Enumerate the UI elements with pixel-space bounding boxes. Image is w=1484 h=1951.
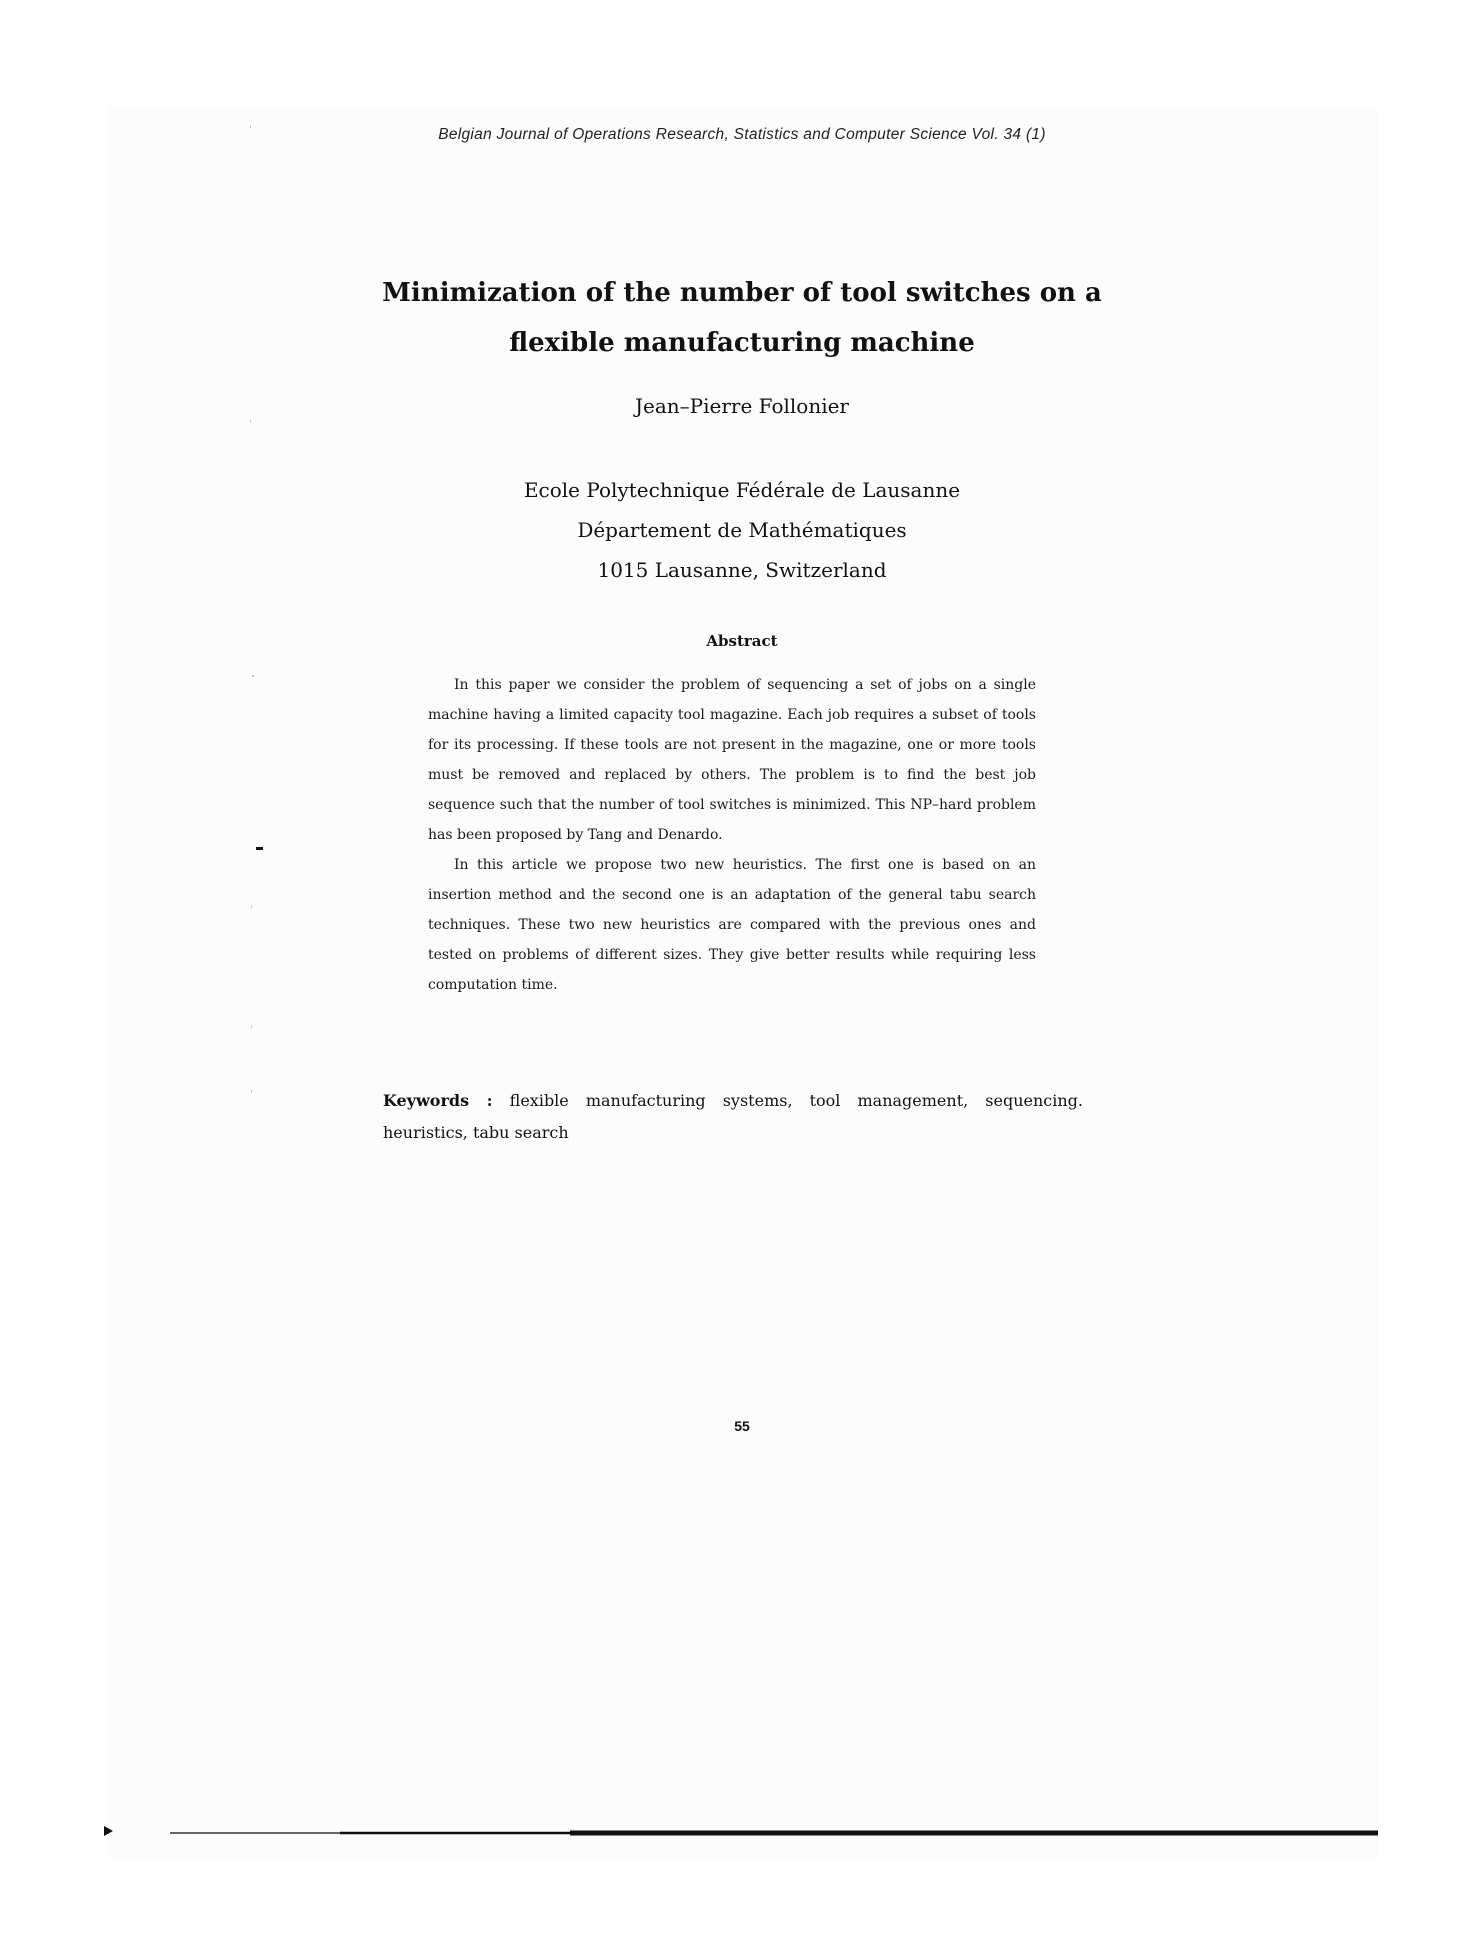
scan-speck [250, 125, 251, 128]
scan-speck [251, 1090, 252, 1093]
scan-dash-mark [256, 847, 263, 850]
affiliation-address: 1015 Lausanne, Switzerland [597, 558, 887, 582]
page-number: 55 [734, 1418, 750, 1434]
abstract-heading: Abstract [706, 632, 778, 650]
author-name: Jean–Pierre Follonier [635, 394, 849, 418]
title-line-1: Minimization of the number of tool switches on a [382, 278, 1102, 308]
bottom-rule [170, 1830, 1378, 1836]
scan-arrow-icon [104, 1826, 113, 1836]
keywords [383, 1085, 1083, 1149]
abstract-body [428, 670, 1036, 1000]
paper-title [0, 268, 1484, 368]
scan-speck [252, 675, 254, 677]
keywords-label: Keywords : [383, 1091, 493, 1110]
scan-speck [250, 420, 251, 423]
affiliation-department: Département de Mathématiques [577, 518, 907, 542]
keywords-text: flexible manufacturing systems, tool management, sequencing. heuristics, tabu search [383, 1091, 1084, 1142]
affiliation [0, 470, 1484, 590]
affiliation-institution: Ecole Polytechnique Fédérale de Lausanne [523, 478, 961, 502]
title-line-2: flexible manufacturing machine [509, 328, 975, 358]
abstract-paragraph-1: In this paper we consider the problem of sequencing a set of jobs on a single machine having a limited capacity tool magazine. Each job requires a subset of tools for its processing. If these tools are not present in the magazine, one or more tools must be removed and replaced by others. The problem is to find the best job sequence such that the number of tool switches is minimized. This NP–hard problem has been proposed by Tang and Denardo. [428, 677, 1036, 843]
abstract-paragraph-2: In this article we propose two new heuristics. The first one is based on an insertion method and the second one is an adaptation of the general tabu search techniques. These two new heuristics are compared with the previous ones and tested on problems of different sizes. They give better results while requiring less computation time. [428, 857, 1036, 993]
journal-header: Belgian Journal of Operations Research, Statistics and Computer Science Vol. 34 (1) [438, 126, 1046, 143]
scan-speck [251, 1025, 252, 1028]
scan-speck [251, 905, 252, 908]
